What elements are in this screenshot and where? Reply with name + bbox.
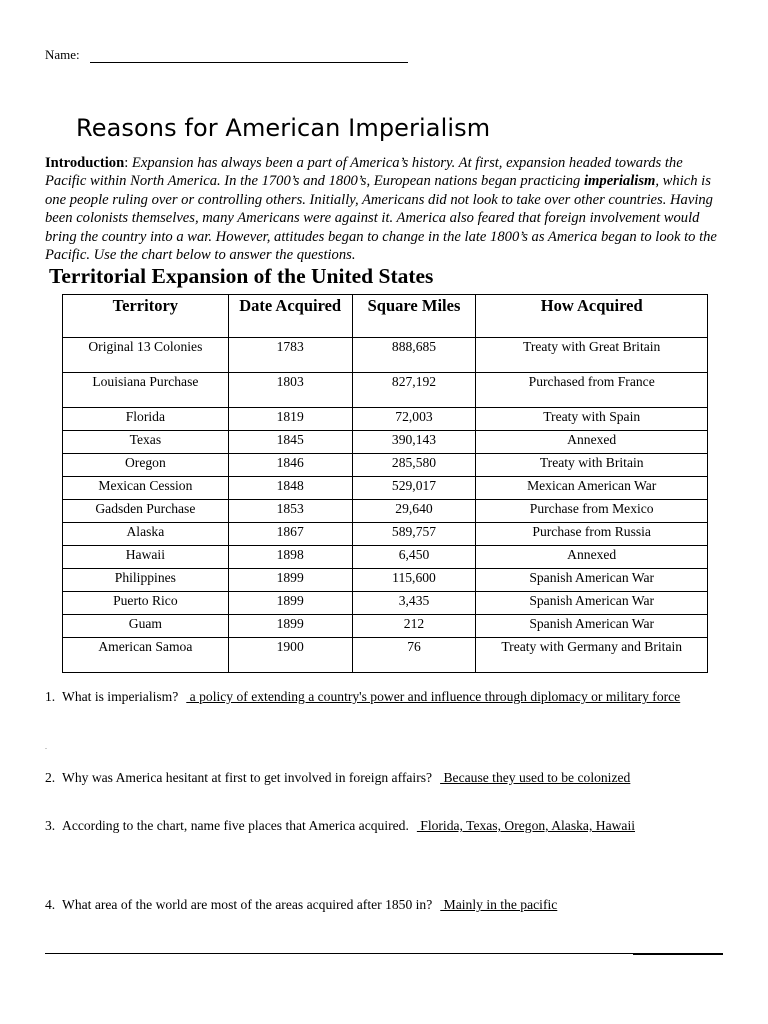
cell-territory: Original 13 Colonies (63, 338, 229, 373)
question-3: 3. According to the chart, name five places that America acquired. Florida, Texas, Oregon, Alaska, Hawaii (45, 818, 636, 833)
cell-how-acquired: Treaty with Germany and Britain (476, 638, 708, 673)
territory-table (62, 294, 708, 673)
answer-text[interactable]: a policy of extending a country's power and influence through diplomacy or military force (186, 689, 681, 704)
table-row (63, 615, 708, 638)
cell-date: 1848 (228, 477, 352, 500)
question-1: 1. What is imperialism? a policy of extending a country's power and influence through diplomacy or military force (45, 689, 681, 704)
header-territory: Territory (63, 295, 229, 338)
cell-date: 1900 (228, 638, 352, 673)
cell-square-miles: 115,600 (352, 569, 476, 592)
table-header-row (63, 295, 708, 338)
cell-square-miles: 888,685 (352, 338, 476, 373)
table-row (63, 523, 708, 546)
cell-date: 1819 (228, 408, 352, 431)
cell-territory: American Samoa (63, 638, 229, 673)
cell-territory: Hawaii (63, 546, 229, 569)
cell-how-acquired: Spanish American War (476, 592, 708, 615)
question-text: Why was America hesitant at first to get involved in foreign affairs? (62, 770, 433, 785)
cell-how-acquired: Mexican American War (476, 477, 708, 500)
cell-territory: Philippines (63, 569, 229, 592)
cell-how-acquired: Spanish American War (476, 569, 708, 592)
table-row (63, 477, 708, 500)
introduction-paragraph: Introduction: Expansion has always been a part of America’s history. At first, expansion headed towards the Pacific within North America. In the 1700’s and 1800’s, European nations began practicing imperialism, which is one people ruling over or controlling others. Initially, Americans did not look to take over other countries. Having been colonists themselves, many Americans were against it. America also feared that foreign involvement would bring the country into a war. However, attitudes began to change in the late 1800’s as America began to look to the Pacific. Use the chart below to answer the questions. (45, 155, 717, 264)
cell-how-acquired: Purchased from France (476, 373, 708, 408)
cell-territory: Puerto Rico (63, 592, 229, 615)
answer-text[interactable]: Mainly in the pacific (440, 897, 558, 912)
table-row (63, 338, 708, 373)
page-title: Reasons for American Imperialism (76, 114, 491, 142)
cell-square-miles: 212 (352, 615, 476, 638)
cell-territory: Guam (63, 615, 229, 638)
cell-square-miles: 76 (352, 638, 476, 673)
answer-text[interactable]: Because they used to be colonized (440, 770, 631, 785)
cell-square-miles: 285,580 (352, 454, 476, 477)
table-row (63, 569, 708, 592)
table-row (63, 408, 708, 431)
name-field[interactable] (90, 48, 408, 63)
cell-date: 1899 (228, 592, 352, 615)
cell-square-miles: 529,017 (352, 477, 476, 500)
cell-territory: Texas (63, 431, 229, 454)
header-square-miles: Square Miles (352, 295, 476, 338)
cell-how-acquired: Annexed (476, 431, 708, 454)
cell-territory: Mexican Cession (63, 477, 229, 500)
table-row (63, 431, 708, 454)
cell-date: 1898 (228, 546, 352, 569)
cell-square-miles: 72,003 (352, 408, 476, 431)
cell-territory: Oregon (63, 454, 229, 477)
table-body (63, 338, 708, 673)
question-text: What area of the world are most of the areas acquired after 1850 in? (62, 897, 433, 912)
table-row (63, 592, 708, 615)
cell-date: 1845 (228, 431, 352, 454)
header-how-acquired: How Acquired (476, 295, 708, 338)
cell-territory: Florida (63, 408, 229, 431)
answer-text[interactable]: Florida, Texas, Oregon, Alaska, Hawaii (416, 818, 636, 833)
intro-text-2: , which is one people ruling over or controlling others. Initially, Americans did not look to take over other countries. Having been colonists themselves, many Americans were against it. America also feared that foreign involvement would bring the country into a war. However, attitudes began to change in the late 1800’s as America began to look to the Pacific. Use the chart below to answer the questions. (45, 173, 717, 264)
cell-square-miles: 6,450 (352, 546, 476, 569)
cell-date: 1783 (228, 338, 352, 373)
cell-how-acquired: Treaty with Great Britain (476, 338, 708, 373)
cell-how-acquired: Treaty with Britain (476, 454, 708, 477)
cell-how-acquired: Purchase from Russia (476, 523, 708, 546)
cell-date: 1899 (228, 569, 352, 592)
cell-square-miles: 29,640 (352, 500, 476, 523)
intro-label: Introduction (45, 155, 125, 171)
question-text: According to the chart, name five places that America acquired. (62, 818, 409, 833)
intro-bold-word: imperialism (584, 173, 656, 190)
cell-date: 1867 (228, 523, 352, 546)
header-date-acquired: Date Acquired (228, 295, 352, 338)
table-title: Territorial Expansion of the United States (49, 264, 434, 288)
cell-territory: Alaska (63, 523, 229, 546)
name-row (45, 47, 408, 63)
cell-how-acquired: Treaty with Spain (476, 408, 708, 431)
cell-square-miles: 589,757 (352, 523, 476, 546)
cell-date: 1853 (228, 500, 352, 523)
cell-territory: Gadsden Purchase (63, 500, 229, 523)
cell-square-miles: 3,435 (352, 592, 476, 615)
table-row (63, 638, 708, 673)
name-label: Name: (45, 47, 80, 62)
cell-square-miles: 390,143 (352, 431, 476, 454)
question-text: What is imperialism? (62, 689, 179, 704)
footer-rule (45, 953, 723, 954)
cell-territory: Louisiana Purchase (63, 373, 229, 408)
cell-date: 1846 (228, 454, 352, 477)
cell-date: 1899 (228, 615, 352, 638)
intro-text-1: Expansion has always been a part of America’s history. At first, expansion headed towards the Pacific within North America. In the 1700’s and 1800’s, European nations began practicing (45, 155, 683, 190)
question-2: 2. Why was America hesitant at first to get involved in foreign affairs? Because they used to be colonized (45, 770, 631, 785)
table-row (63, 500, 708, 523)
cell-how-acquired: Purchase from Mexico (476, 500, 708, 523)
cell-date: 1803 (228, 373, 352, 408)
table-row (63, 454, 708, 477)
cell-how-acquired: Annexed (476, 546, 708, 569)
footer-rule-accent (633, 953, 723, 955)
table-row (63, 546, 708, 569)
stray-mark: . (45, 742, 47, 751)
cell-how-acquired: Spanish American War (476, 615, 708, 638)
table-row (63, 373, 708, 408)
cell-square-miles: 827,192 (352, 373, 476, 408)
question-4: 4. What area of the world are most of the areas acquired after 1850 in? Mainly in the pacific (45, 897, 558, 912)
